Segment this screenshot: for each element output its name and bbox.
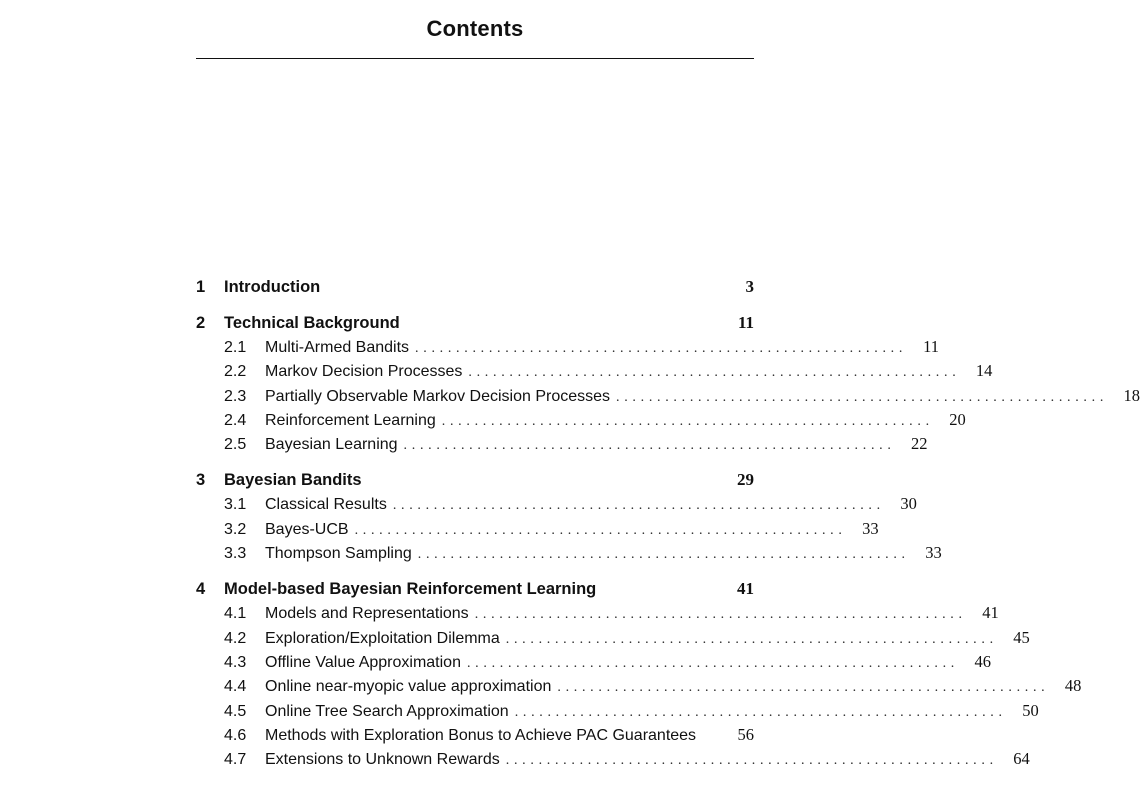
table-of-contents [196, 275, 1140, 783]
section-title: Reinforcement Learning [265, 411, 436, 429]
section-page-number: 20 [949, 409, 966, 429]
section-title: Bayesian Learning [265, 436, 398, 454]
toc-section-entry[interactable] [196, 601, 999, 625]
section-title: Multi-Armed Bandits [265, 339, 410, 356]
section-title: Online near-myopic value approximation [265, 678, 552, 696]
section-title: Offline Value Approximation [265, 653, 461, 671]
section-page-number: 33 [862, 518, 879, 538]
dot-leader: ............................................................ [474, 607, 967, 623]
toc-chapter-entry[interactable] [196, 311, 754, 335]
toc-section-entry[interactable] [196, 723, 754, 747]
toc-chapter [196, 577, 1082, 771]
section-title: Exploration/Exploitation Dilemma [265, 629, 500, 647]
chapter-page-number: 29 [737, 470, 754, 490]
section-title: Thompson Sampling [265, 545, 412, 563]
toc-section-entry[interactable] [196, 408, 966, 432]
section-number: 2.4 [224, 411, 247, 429]
toc-chapter-entry[interactable] [196, 577, 754, 601]
section-page-number: 50 [1022, 700, 1039, 720]
section-number: 4.1 [224, 605, 247, 623]
dot-leader: ............................................................ [466, 655, 959, 671]
dot-leader: ............................................................ [468, 365, 961, 381]
dot-leader: ............................................................ [403, 438, 896, 454]
dot-leader: ............................................................ [417, 547, 910, 563]
toc-section-entry[interactable] [196, 626, 1030, 650]
section-number: 2.2 [224, 363, 247, 381]
toc-chapter [196, 311, 1140, 456]
toc-chapter-entry[interactable] [196, 468, 754, 492]
toc-section-entry[interactable] [196, 359, 993, 383]
dot-leader: ............................................................ [415, 341, 908, 356]
toc-section-entry[interactable] [196, 492, 917, 516]
chapter-number: 3 [196, 471, 206, 490]
toc-section-entry[interactable] [196, 384, 1140, 408]
section-page-number: 33 [925, 543, 942, 563]
toc-section-entry[interactable] [196, 335, 940, 359]
chapter-number: 4 [196, 580, 206, 599]
section-number: 3.1 [224, 496, 247, 514]
section-page-number: 48 [1064, 676, 1082, 696]
chapter-number: 1 [196, 278, 206, 296]
section-page-number: 14 [975, 361, 993, 381]
toc-chapter [196, 275, 754, 299]
section-number: 2.3 [224, 387, 247, 405]
toc-chapter-entry[interactable] [196, 275, 754, 299]
section-title: Online Tree Search Approximation [265, 702, 509, 720]
section-page-number: 64 [1013, 749, 1030, 769]
section-number: 4.7 [224, 751, 247, 769]
section-page-number: 45 [1013, 627, 1030, 647]
chapter-page-number: 41 [737, 579, 754, 599]
dot-leader: ............................................................ [557, 680, 1050, 696]
toc-section-entry[interactable] [196, 650, 991, 674]
chapter-title: Technical Background [224, 314, 400, 332]
section-page-number: 56 [737, 724, 754, 744]
section-page-number: 22 [911, 434, 928, 454]
page-title: Contents [426, 16, 524, 41]
chapter-title: Introduction [224, 278, 321, 296]
section-title: Partially Observable Markov Decision Processes [265, 387, 611, 405]
dot-leader: ............................................................ [505, 631, 998, 647]
section-number: 4.2 [224, 629, 247, 647]
section-page-number: 41 [982, 603, 999, 623]
dot-leader: ............................................................ [514, 704, 1007, 720]
section-page-number: 11 [923, 337, 940, 356]
section-title: Extensions to Unknown Rewards [265, 751, 500, 769]
section-number: 4.5 [224, 702, 247, 720]
section-number: 2.1 [224, 339, 247, 356]
title-rule [196, 58, 754, 59]
chapter-title: Model-based Bayesian Reinforcement Learning [224, 580, 597, 599]
toc-chapter [196, 468, 942, 565]
chapter-title: Bayesian Bandits [224, 471, 362, 490]
section-page-number: 46 [974, 651, 991, 671]
section-number: 4.3 [224, 653, 247, 671]
section-number: 3.2 [224, 520, 247, 538]
toc-section-entry[interactable] [196, 432, 928, 456]
section-title: Models and Representations [265, 605, 469, 623]
toc-section-entry[interactable] [196, 541, 942, 565]
dot-leader: ............................................................ [505, 753, 998, 769]
section-number: 3.3 [224, 545, 247, 563]
chapter-number: 2 [196, 314, 206, 332]
section-number: 4.4 [224, 678, 247, 696]
chapter-page-number: 3 [745, 277, 754, 296]
toc-section-entry[interactable] [196, 674, 1082, 698]
toc-section-entry[interactable] [196, 517, 879, 541]
dot-leader: ............................................................ [616, 389, 1109, 405]
section-title: Bayes-UCB [265, 520, 349, 538]
section-title: Markov Decision Processes [265, 363, 463, 381]
section-page-number: 30 [900, 494, 917, 514]
toc-section-entry[interactable] [196, 747, 1030, 771]
toc-section-entry[interactable] [196, 699, 1039, 723]
section-number: 4.6 [224, 726, 247, 744]
chapter-page-number: 11 [737, 313, 754, 332]
section-title: Classical Results [265, 496, 387, 514]
section-number: 2.5 [224, 436, 247, 454]
dot-leader: ............................................................ [392, 498, 885, 514]
dot-leader: ............................................................ [354, 522, 847, 538]
dot-leader: ............................................................ [441, 413, 934, 429]
section-page-number: 18 [1123, 385, 1140, 405]
section-title: Methods with Exploration Bonus to Achieve PAC Guarantees [265, 726, 697, 744]
